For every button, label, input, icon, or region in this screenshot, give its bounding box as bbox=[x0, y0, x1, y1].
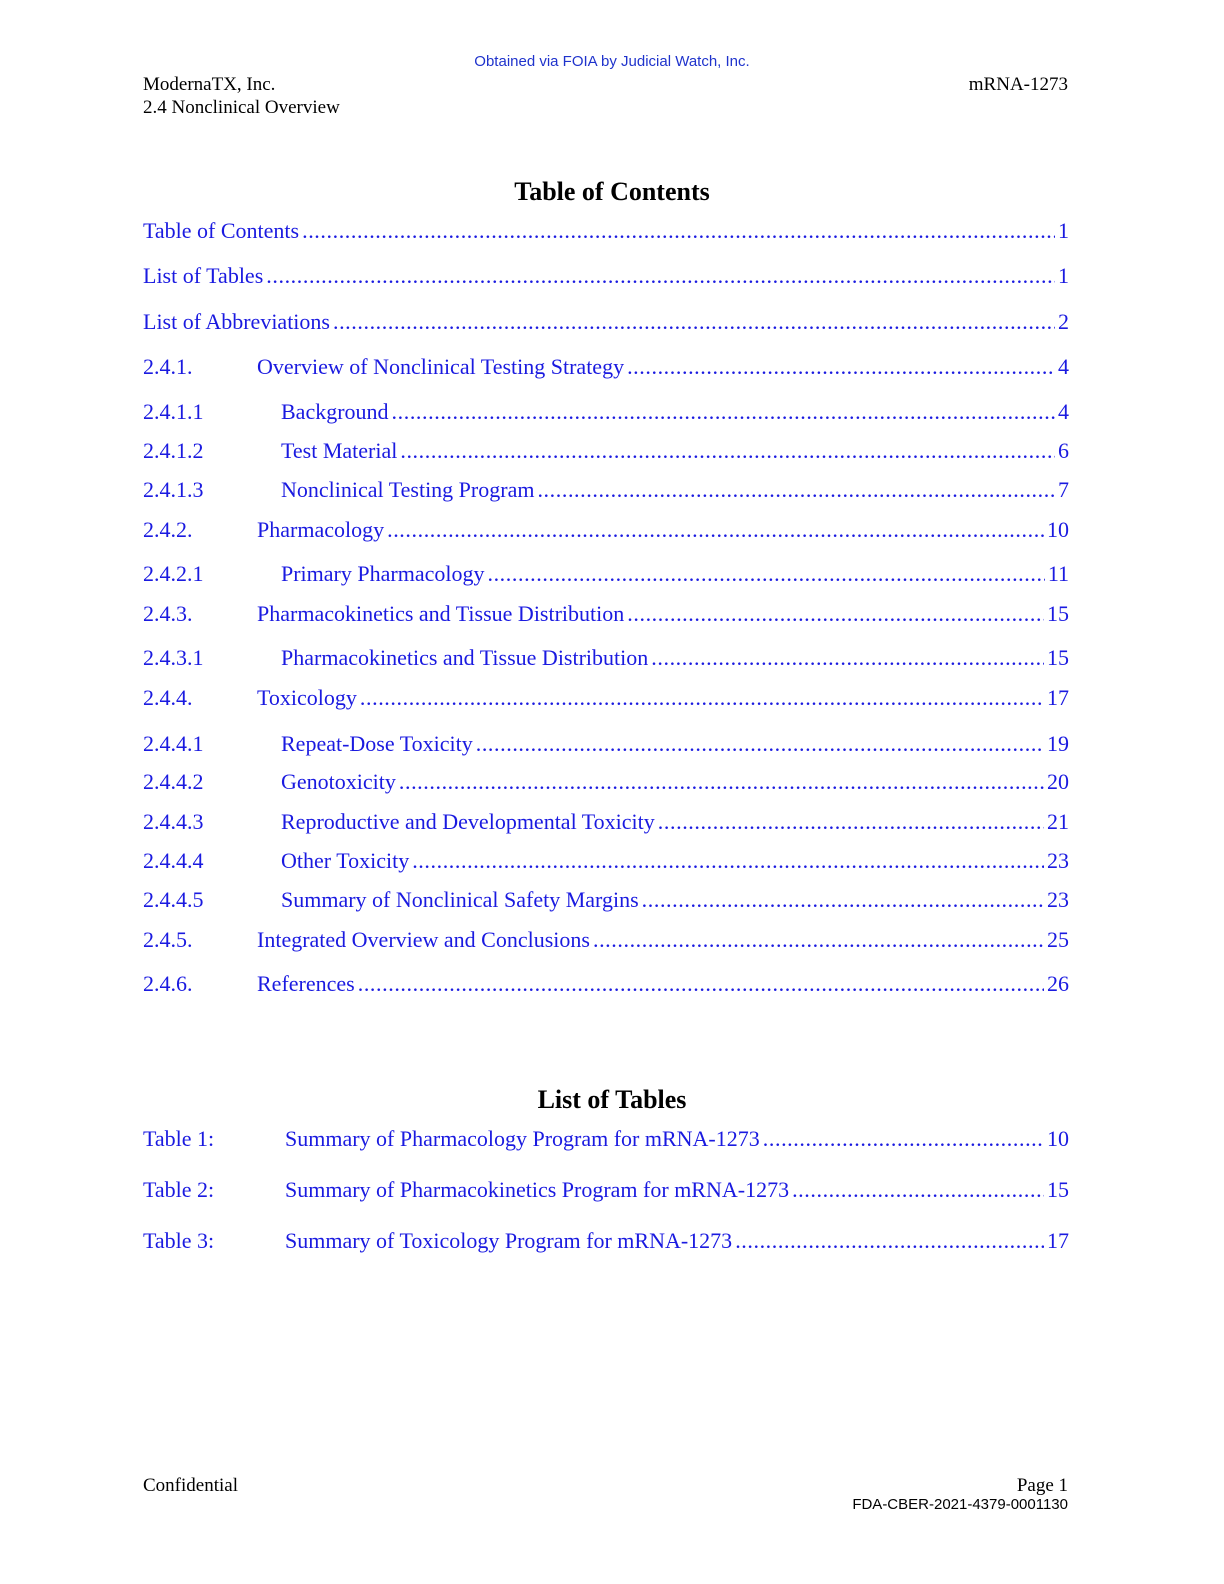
entry-page-number[interactable]: 15 bbox=[1047, 601, 1069, 626]
dot-leader bbox=[593, 926, 1044, 954]
entry-page-number[interactable]: 6 bbox=[1058, 438, 1069, 463]
entry-title[interactable]: Reproductive and Developmental Toxicity bbox=[281, 809, 655, 834]
toc-entry[interactable] bbox=[143, 600, 1069, 628]
entry-number: 2.4.4.3 bbox=[143, 809, 204, 834]
dot-leader bbox=[537, 476, 1055, 504]
entry-number: Table 2: bbox=[143, 1177, 215, 1202]
entry-number: 2.4.6. bbox=[143, 971, 193, 996]
dot-leader bbox=[392, 398, 1055, 426]
dot-leader bbox=[412, 847, 1044, 875]
entry-title[interactable]: Genotoxicity bbox=[281, 769, 396, 794]
toc-entry[interactable] bbox=[143, 398, 1069, 426]
header-product: mRNA-1273 bbox=[968, 74, 1068, 95]
entry-title[interactable]: Nonclinical Testing Program bbox=[281, 477, 535, 502]
dot-leader bbox=[627, 353, 1055, 381]
entry-title[interactable]: Summary of Toxicology Program for mRNA-1273 bbox=[285, 1228, 733, 1253]
header-section: 2.4 Nonclinical Overview bbox=[143, 97, 340, 118]
entry-title[interactable]: Test Material bbox=[281, 438, 398, 463]
entry-number: 2.4.1.1 bbox=[143, 399, 204, 424]
toc-entry[interactable] bbox=[143, 847, 1069, 875]
entry-title[interactable]: Integrated Overview and Conclusions bbox=[257, 927, 590, 952]
toc-entry[interactable] bbox=[143, 262, 1069, 290]
toc-entry[interactable] bbox=[143, 730, 1069, 758]
lot-entry[interactable] bbox=[143, 1125, 1069, 1153]
entry-page-number[interactable]: 17 bbox=[1047, 685, 1069, 710]
entry-page-number[interactable]: 11 bbox=[1047, 561, 1069, 586]
dot-leader bbox=[487, 560, 1044, 588]
entry-page-number[interactable]: 1 bbox=[1058, 218, 1069, 243]
entry-page-number[interactable]: 26 bbox=[1047, 971, 1069, 996]
toc-entry[interactable] bbox=[143, 970, 1069, 998]
toc-entry[interactable] bbox=[143, 560, 1069, 588]
header-left bbox=[143, 73, 340, 119]
toc-entry[interactable] bbox=[143, 437, 1069, 465]
entry-page-number[interactable]: 4 bbox=[1058, 399, 1069, 424]
dot-leader bbox=[642, 886, 1044, 914]
dot-leader bbox=[387, 516, 1044, 544]
entry-page-number[interactable]: 1 bbox=[1058, 263, 1069, 288]
dot-leader bbox=[651, 644, 1044, 672]
toc-entry[interactable] bbox=[143, 886, 1069, 914]
entry-title[interactable]: Primary Pharmacology bbox=[281, 561, 485, 586]
lot-entry[interactable] bbox=[143, 1176, 1069, 1204]
dot-leader bbox=[400, 437, 1055, 465]
entry-title[interactable]: Repeat-Dose Toxicity bbox=[281, 731, 473, 756]
footer-page-number: Page 1 bbox=[1016, 1475, 1068, 1496]
entry-number: 2.4.4.2 bbox=[143, 769, 204, 794]
entry-title[interactable]: Pharmacology bbox=[257, 517, 385, 542]
entry-page-number[interactable]: 4 bbox=[1058, 354, 1069, 379]
dot-leader bbox=[792, 1176, 1044, 1204]
entry-number: 2.4.1.2 bbox=[143, 438, 204, 463]
toc-entry[interactable] bbox=[143, 516, 1069, 544]
entry-page-number[interactable]: 23 bbox=[1047, 848, 1069, 873]
dot-leader bbox=[302, 217, 1055, 245]
entry-page-number[interactable]: 21 bbox=[1047, 809, 1069, 834]
footer-confidential: Confidential bbox=[143, 1475, 238, 1496]
entry-number: 2.4.4.5 bbox=[143, 887, 204, 912]
entry-page-number[interactable]: 20 bbox=[1047, 769, 1069, 794]
lot-entry[interactable] bbox=[143, 1227, 1069, 1255]
dot-leader bbox=[476, 730, 1044, 758]
entry-page-number[interactable]: 25 bbox=[1047, 927, 1069, 952]
entry-page-number[interactable]: 2 bbox=[1058, 309, 1069, 334]
toc-entry[interactable] bbox=[143, 476, 1069, 504]
entry-number: 2.4.4.1 bbox=[143, 731, 204, 756]
dot-leader bbox=[735, 1227, 1044, 1255]
entry-number: 2.4.4. bbox=[143, 685, 193, 710]
entry-title[interactable]: Background bbox=[281, 399, 389, 424]
entry-number: 2.4.2.1 bbox=[143, 561, 204, 586]
toc-entry[interactable] bbox=[143, 926, 1069, 954]
toc-entry[interactable] bbox=[143, 768, 1069, 796]
entry-number: 2.4.3.1 bbox=[143, 645, 204, 670]
toc-entry[interactable] bbox=[143, 808, 1069, 836]
entry-number: 2.4.1. bbox=[143, 354, 193, 379]
entry-page-number[interactable]: 17 bbox=[1047, 1228, 1069, 1253]
dot-leader bbox=[358, 970, 1044, 998]
dot-leader bbox=[763, 1125, 1044, 1153]
entry-page-number[interactable]: 10 bbox=[1047, 517, 1069, 542]
entry-number: 2.4.1.3 bbox=[143, 477, 204, 502]
toc-entry[interactable] bbox=[143, 308, 1069, 336]
entry-page-number[interactable]: 15 bbox=[1047, 1177, 1069, 1202]
entry-page-number[interactable]: 15 bbox=[1047, 645, 1069, 670]
entry-title[interactable]: Pharmacokinetics and Tissue Distribution bbox=[281, 645, 649, 670]
lot-heading: List of Tables bbox=[537, 1085, 687, 1114]
entry-number: Table 3: bbox=[143, 1228, 215, 1253]
entry-title[interactable]: Pharmacokinetics and Tissue Distribution bbox=[257, 601, 625, 626]
entry-title[interactable]: Table of Contents bbox=[143, 218, 300, 243]
dot-leader bbox=[266, 262, 1055, 290]
entry-title[interactable]: References bbox=[257, 971, 355, 996]
foia-watermark: Obtained via FOIA by Judicial Watch, Inc. bbox=[474, 53, 750, 70]
entry-title[interactable]: Summary of Pharmacokinetics Program for mRNA-1273 bbox=[285, 1177, 790, 1202]
entry-title[interactable]: List of Tables bbox=[143, 263, 264, 288]
entry-title[interactable]: Summary of Nonclinical Safety Margins bbox=[281, 887, 639, 912]
toc-entry[interactable] bbox=[143, 217, 1069, 245]
entry-number: 2.4.3. bbox=[143, 601, 193, 626]
entry-title[interactable]: List of Abbreviations bbox=[143, 309, 330, 334]
entry-page-number[interactable]: 19 bbox=[1047, 731, 1069, 756]
toc-heading: Table of Contents bbox=[514, 177, 710, 206]
dot-leader bbox=[333, 308, 1055, 336]
dot-leader bbox=[399, 768, 1044, 796]
toc-entry[interactable] bbox=[143, 684, 1069, 712]
entry-number: 2.4.5. bbox=[143, 927, 193, 952]
footer-doc-id: FDA-CBER-2021-4379-0001130 bbox=[852, 1496, 1068, 1513]
dot-leader bbox=[658, 808, 1044, 836]
entry-page-number[interactable]: 23 bbox=[1047, 887, 1069, 912]
entry-number: 2.4.2. bbox=[143, 517, 193, 542]
entry-title[interactable]: Other Toxicity bbox=[281, 848, 410, 873]
entry-number: 2.4.4.4 bbox=[143, 848, 204, 873]
entry-title[interactable]: Toxicology bbox=[257, 685, 357, 710]
toc-entry[interactable] bbox=[143, 644, 1069, 672]
entry-title[interactable]: Overview of Nonclinical Testing Strategy bbox=[257, 354, 625, 379]
entry-number: Table 1: bbox=[143, 1126, 215, 1151]
entry-title[interactable]: Summary of Pharmacology Program for mRNA-1273 bbox=[285, 1126, 760, 1151]
entry-page-number[interactable]: 7 bbox=[1058, 477, 1069, 502]
header-company: ModernaTX, Inc. bbox=[143, 74, 276, 95]
entry-page-number[interactable]: 10 bbox=[1047, 1126, 1069, 1151]
dot-leader bbox=[360, 684, 1044, 712]
toc-entry[interactable] bbox=[143, 353, 1069, 381]
dot-leader bbox=[627, 600, 1044, 628]
